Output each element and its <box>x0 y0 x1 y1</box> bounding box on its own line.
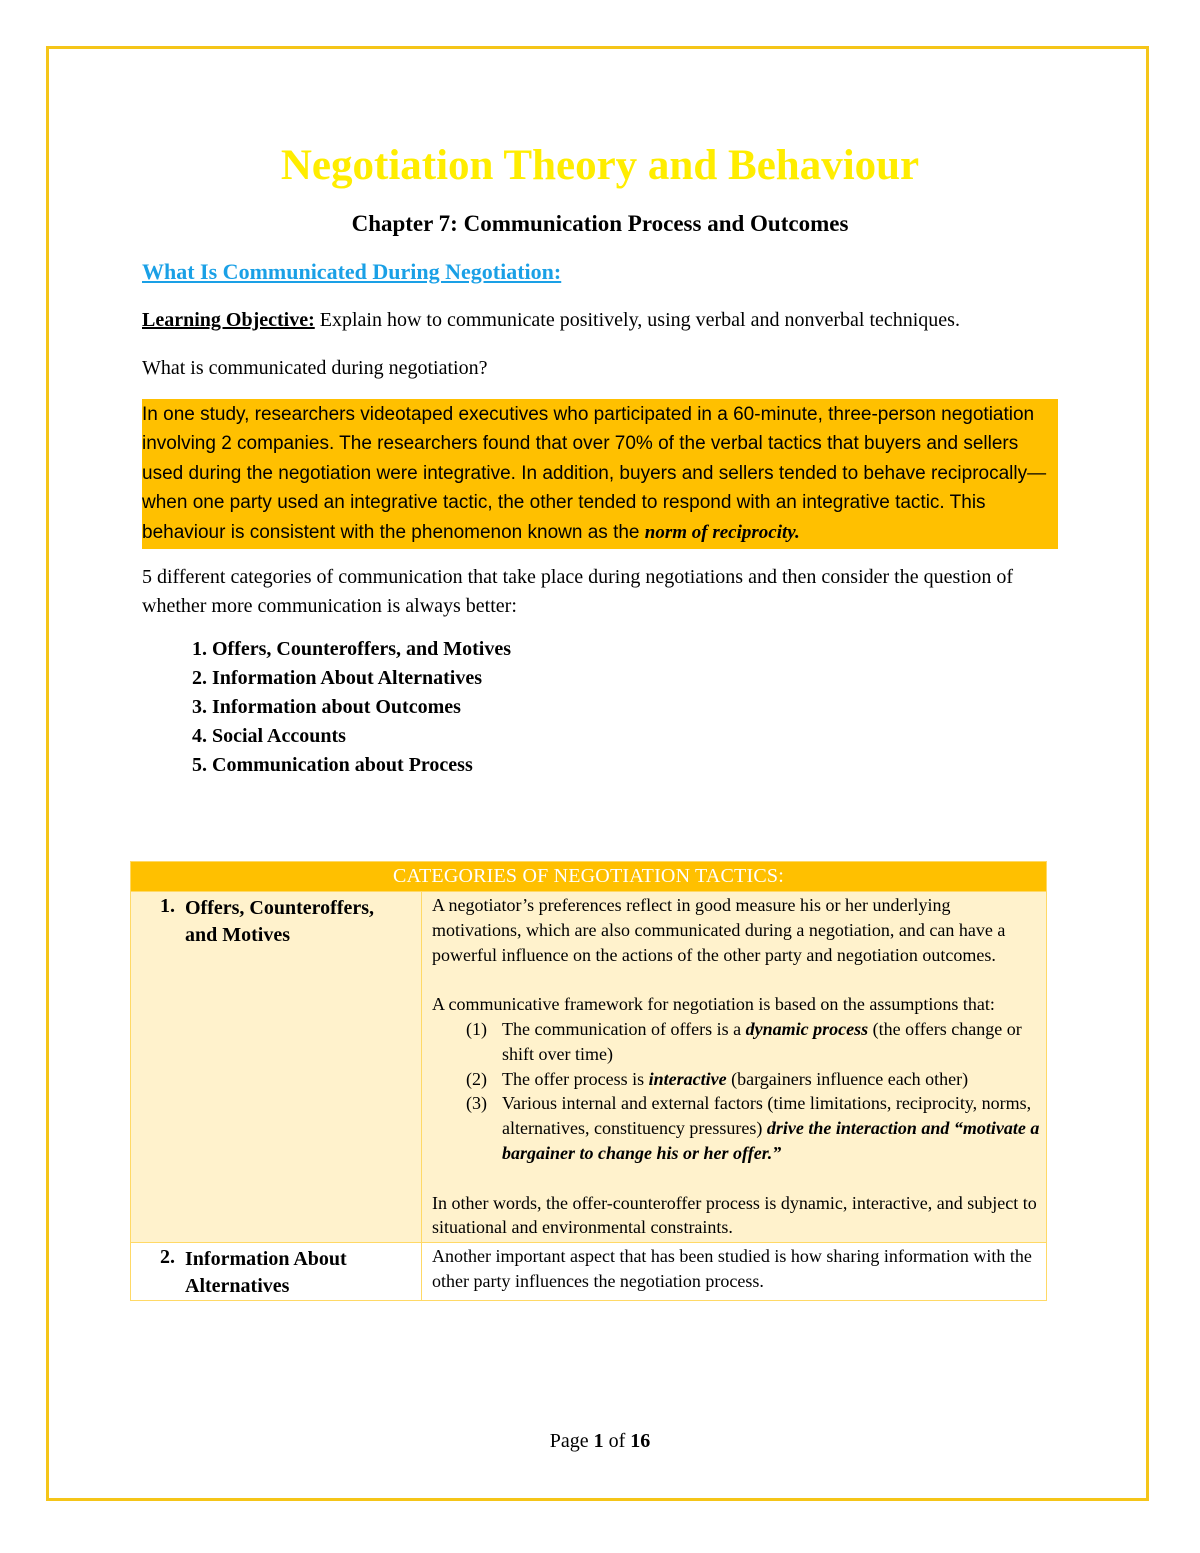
list-item: 5. Communication about Process <box>212 751 1058 780</box>
document-title: Negotiation Theory and Behaviour <box>280 142 920 189</box>
learning-objective <box>142 306 1058 335</box>
description-paragraph: A communicative framework for negotiation is based on the assumptions that: <box>432 994 995 1015</box>
table-header: CATEGORIES OF NEGOTIATION TACTICS: <box>131 862 1047 892</box>
description-paragraph: In other words, the offer-counteroffer process is dynamic, interactive, and subject to situational and environmental constraints. <box>432 1192 1037 1238</box>
tactics-table <box>130 861 1047 1301</box>
page-number: Page 1 of 16 <box>549 1430 651 1452</box>
description-cell <box>422 1243 1047 1301</box>
category-number: 1. <box>160 895 175 917</box>
description-paragraph: Another important aspect that has been studied is how sharing information with the other party influences the negotiation process. <box>432 1246 1032 1291</box>
category-cell <box>131 1243 422 1301</box>
table-row <box>131 1243 1047 1301</box>
study-text: In one study, researchers videotaped executives who participated in a 60-minute, three-person negotiation involving 2 companies. The researchers found that over 70% of the verbal tactics that buyers and sellers used during the negotiation were integrative. In addition, buyers and sellers tended to behave reciprocally—when one party used an integrative tactic, the other tended to respond with an integrative tactic. This behaviour is consistent with the phenomenon known as the <box>142 403 1047 543</box>
learning-objective-text: Explain how to communicate positively, using verbal and nonverbal techniques. <box>314 308 960 331</box>
learning-objective-label: Learning Objective: <box>142 308 315 331</box>
assumptions-list <box>432 1017 1040 1166</box>
category-cell <box>131 892 422 1243</box>
section-heading: What Is Communicated During Negotiation: <box>142 259 562 285</box>
document-body <box>142 140 1058 780</box>
description-paragraph: A negotiator’s preferences reflect in good measure his or her underlying motivations, which are also communicated during a negotiation, and can have a powerful influence on the actions of the other party and negotiation outcomes. <box>432 895 1006 965</box>
list-item: 3. Information about Outcomes <box>212 693 1058 722</box>
category-name: Offers, Counteroffers, and Motives <box>185 897 375 946</box>
list-item: 1. Offers, Counteroffers, and Motives <box>212 635 1058 664</box>
category-name: Information About Alternatives <box>185 1248 347 1298</box>
list-item: 2. Information About Alternatives <box>212 664 1058 693</box>
category-number: 2. <box>160 1246 175 1269</box>
list-item: (1) The communication of offers is a dynamic process (the offers change or shift over time) <box>466 1018 1022 1064</box>
description-cell <box>422 892 1047 1243</box>
chapter-heading: Chapter 7: Communication Process and Outcomes <box>351 210 849 236</box>
list-item: (2) The offer process is interactive (bargainers influence each other) <box>466 1068 969 1089</box>
study-text-end: . <box>794 521 800 543</box>
norm-of-reciprocity-term: norm of reciprocity <box>644 521 795 543</box>
categories-intro: 5 different categories of communication that take place during negotiations and then consider the question of whether more communication is always better: <box>142 566 1014 618</box>
highlighted-study-paragraph <box>142 399 1058 550</box>
categories-list <box>142 635 1058 780</box>
list-item: (3) Various internal and external factors (time limitations, reciprocity, norms, alternatives, constituency pressures) drive the interaction and “motivate a bargainer to change his or her offer.” <box>466 1093 1040 1163</box>
table-row <box>131 892 1047 1243</box>
question-text: What is communicated during negotiation? <box>142 356 488 379</box>
list-item: 4. Social Accounts <box>212 722 1058 751</box>
